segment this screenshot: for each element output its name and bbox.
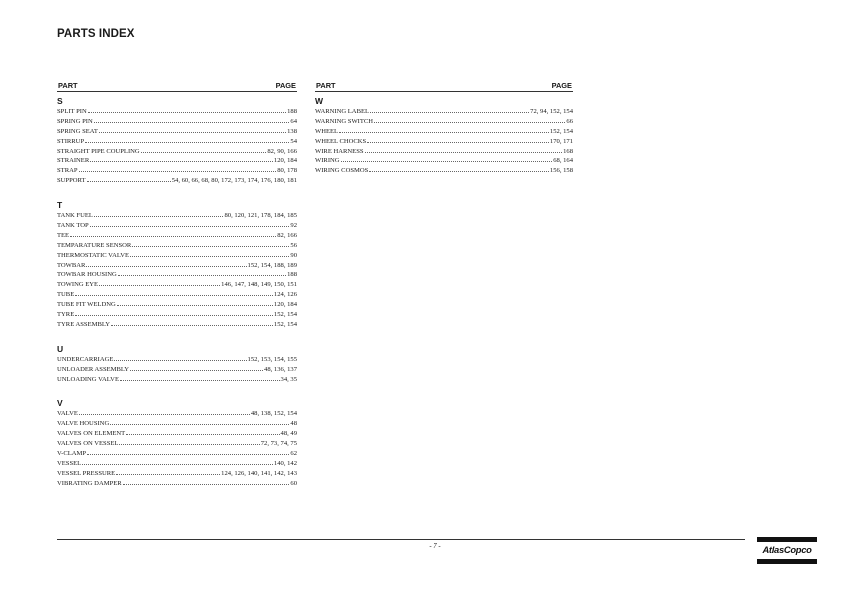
part-name: SPRING SEAT: [57, 127, 98, 135]
index-entry: [57, 418, 297, 428]
dot-leader: [87, 175, 171, 182]
part-name: TOWBAR: [57, 261, 86, 269]
index-entry: [57, 106, 297, 116]
page-refs: 62: [290, 450, 297, 458]
dot-leader: [75, 309, 273, 316]
part-name: TANK TOP: [57, 222, 89, 230]
part-name: WARNING SWITCH: [315, 117, 374, 125]
index-entry: [57, 374, 297, 384]
part-name: STRAINER: [57, 157, 90, 165]
dot-leader: [90, 155, 273, 162]
part-name: TANK FUEL: [57, 212, 93, 220]
index-entry: [57, 146, 297, 156]
page-refs: 82, 90, 166: [267, 147, 297, 155]
dot-leader: [130, 364, 263, 371]
index-entry: [315, 146, 573, 156]
page-refs: 34, 35: [280, 375, 297, 383]
page-refs: 54, 60, 66, 68, 80, 172, 173, 174, 176, 180, 181: [171, 177, 297, 185]
page-refs: 54: [290, 137, 297, 145]
index-entry: [57, 230, 297, 240]
dot-leader: [88, 106, 286, 113]
page-title: PARTS INDEX: [57, 28, 135, 40]
page-refs: 124, 126: [273, 291, 297, 299]
part-name: TUBE FIT WELDNG: [57, 301, 116, 309]
dot-leader: [114, 354, 246, 361]
part-name: TEE: [57, 231, 70, 239]
page-refs: 48, 49: [280, 430, 297, 438]
page-refs: 60: [290, 479, 297, 487]
page-refs: 152, 153, 154, 155: [247, 355, 297, 363]
atlas-copco-logo: [757, 537, 817, 565]
dot-leader: [126, 428, 279, 435]
part-name: WHEEL CHOCKS: [315, 137, 367, 145]
index-entry: [57, 210, 297, 220]
part-name: UNLOADING VALVE: [57, 375, 119, 383]
part-name: VALVE: [57, 410, 78, 418]
part-name: TOWING EYE: [57, 281, 99, 289]
part-name: VIBRATING DAMPER: [57, 479, 122, 487]
part-name: WARNING LABEL: [315, 108, 370, 115]
dot-leader: [94, 210, 224, 217]
page-refs: 92: [290, 222, 297, 230]
index-entry: [57, 408, 297, 418]
part-name: SUPPORT: [57, 177, 86, 185]
page-refs: 120, 184: [273, 157, 297, 165]
dot-leader: [123, 478, 290, 485]
index-entry: [315, 155, 573, 165]
part-name: VALVES ON VESSEL: [57, 440, 119, 448]
index-entry: [57, 468, 297, 478]
index-section: [57, 200, 297, 329]
dot-leader: [130, 250, 289, 257]
index-entry: [315, 116, 573, 126]
page-refs: 48, 138, 152, 154: [250, 410, 297, 418]
index-section: [57, 96, 297, 185]
dot-leader: [86, 260, 246, 267]
dot-leader: [141, 146, 267, 153]
page-refs: 156, 158: [549, 167, 573, 175]
part-name: TYRE ASSEMBLY: [57, 320, 111, 328]
index-entry: [315, 165, 573, 175]
dot-leader: [87, 448, 289, 455]
index-entry: [315, 106, 573, 116]
page-refs: 188: [287, 271, 297, 279]
page-refs: 64: [290, 117, 297, 125]
index-entry: [57, 364, 297, 374]
index-entry: [57, 126, 297, 136]
dot-leader: [85, 136, 289, 143]
logo-bar-bottom: [757, 559, 817, 564]
page-refs: 188: [287, 108, 297, 115]
dot-leader: [90, 220, 290, 227]
dot-leader: [365, 146, 563, 153]
dot-leader: [374, 116, 565, 123]
index-entry: [57, 319, 297, 329]
page-refs: 56: [290, 241, 297, 249]
index-entry: [57, 458, 297, 468]
dot-leader: [79, 408, 250, 415]
page-refs: 138: [287, 127, 297, 135]
column-header-page: PAGE: [551, 81, 572, 90]
page-refs: 48, 136, 137: [264, 365, 297, 373]
index-entry: [57, 478, 297, 488]
column-header-page: PAGE: [275, 81, 296, 90]
index-entry: [57, 240, 297, 250]
section-letter: U: [57, 343, 64, 354]
index-entry: [57, 136, 297, 146]
index-entry: [57, 260, 297, 270]
part-name: SPLIT PIN: [57, 108, 87, 115]
part-name: THERMOSTATIC VALVE: [57, 251, 130, 259]
page-refs: 140, 142: [273, 459, 297, 467]
page-refs: 80, 120, 121, 178, 184, 185: [224, 212, 297, 220]
index-entry: [57, 279, 297, 289]
page-refs: 170, 171: [549, 137, 573, 145]
column-header-part: PART: [58, 81, 78, 90]
page-refs: 152, 154, 188, 189: [247, 261, 297, 269]
page-number: - 7 -: [429, 543, 441, 550]
index-section: [57, 344, 297, 384]
page-refs: 124, 126, 140, 141, 142, 143: [221, 469, 297, 477]
index-entry: [57, 220, 297, 230]
logo-bar-top: [757, 537, 817, 542]
index-column-left: [57, 80, 297, 488]
index-entry: [57, 438, 297, 448]
part-name: VESSEL PRESSURE: [57, 469, 116, 477]
index-section: [57, 398, 297, 487]
logo-text: AtlasCopco: [762, 544, 812, 555]
index-entry: [57, 155, 297, 165]
part-name: WIRING COSMOS: [315, 167, 369, 175]
index-entry: [57, 289, 297, 299]
dot-leader: [79, 165, 277, 172]
page-refs: 90: [290, 251, 297, 259]
index-entry: [57, 309, 297, 319]
part-name: WIRE HARNESS: [315, 147, 364, 155]
page-refs: 72, 73, 74, 75: [260, 440, 297, 448]
part-name: V-CLAMP: [57, 450, 87, 458]
right-sections: [315, 96, 573, 175]
dot-leader: [367, 136, 549, 143]
footer-divider: [57, 539, 745, 540]
part-name: TUBE: [57, 291, 75, 299]
section-letter: S: [57, 96, 63, 106]
page-refs: 48: [290, 420, 297, 428]
index-entry: [57, 116, 297, 126]
part-name: VALVE HOUSING: [57, 420, 110, 428]
part-name: SPRING PIN: [57, 117, 93, 125]
index-entry: [57, 299, 297, 309]
part-name: TOWBAR HOUSING: [57, 271, 117, 279]
page-refs: 80, 178: [277, 167, 297, 175]
dot-leader: [110, 418, 289, 425]
index-entry: [57, 250, 297, 260]
index-entry: [57, 175, 297, 185]
index-entry: [315, 136, 573, 146]
dot-leader: [116, 468, 220, 475]
dot-leader: [117, 299, 273, 306]
column-header: [315, 80, 573, 92]
dot-leader: [82, 458, 273, 465]
part-name: VALVES ON ELEMENT: [57, 430, 126, 438]
dot-leader: [111, 319, 273, 326]
page-refs: 146, 147, 148, 149, 150, 151: [221, 281, 297, 289]
part-name: UNDERCARRIAGE: [57, 355, 114, 363]
dot-leader: [370, 106, 529, 113]
part-name: WIRING: [315, 157, 340, 165]
part-name: STIRRUP: [57, 137, 85, 145]
dot-leader: [99, 279, 220, 286]
section-letter: T: [57, 200, 63, 211]
index-column-right: [315, 80, 573, 175]
part-name: WHEEL: [315, 127, 339, 135]
index-entry: [57, 354, 297, 364]
part-name: UNLOADER ASSEMBLY: [57, 365, 130, 373]
page-refs: 152, 154: [549, 127, 573, 135]
page-refs: 168: [563, 147, 573, 155]
dot-leader: [119, 438, 259, 445]
dot-leader: [94, 116, 290, 123]
dot-leader: [132, 240, 289, 247]
page-refs: 68, 164: [553, 157, 573, 165]
part-name: STRAP: [57, 167, 78, 175]
index-entry: [57, 448, 297, 458]
dot-leader: [369, 165, 549, 172]
index-entry: [57, 428, 297, 438]
index-entry: [315, 126, 573, 136]
dot-leader: [118, 269, 286, 276]
page-refs: 82, 166: [277, 231, 297, 239]
page-refs: 120, 184: [273, 301, 297, 309]
column-header-part: PART: [316, 81, 336, 90]
dot-leader: [120, 374, 280, 381]
part-name: VESSEL: [57, 459, 82, 467]
part-name: STRAIGHT PIPE COUPLING: [57, 147, 140, 155]
section-letter: V: [57, 398, 63, 409]
dot-leader: [339, 126, 549, 133]
column-header: [57, 80, 297, 92]
left-sections: [57, 96, 297, 488]
index-entry: [57, 165, 297, 175]
index-entry: [57, 269, 297, 279]
page-refs: 152, 154: [273, 311, 297, 319]
index-section: [315, 96, 573, 175]
dot-leader: [75, 289, 273, 296]
page-refs: 152, 154: [273, 320, 297, 328]
dot-leader: [99, 126, 286, 133]
part-name: TEMPARATURE SENSOR: [57, 241, 132, 249]
dot-leader: [341, 155, 553, 162]
page-refs: 72, 94, 152, 154: [530, 108, 573, 115]
part-name: TYRE: [57, 311, 75, 319]
section-letter: W: [315, 96, 324, 106]
page-refs: 66: [566, 117, 573, 125]
dot-leader: [70, 230, 276, 237]
